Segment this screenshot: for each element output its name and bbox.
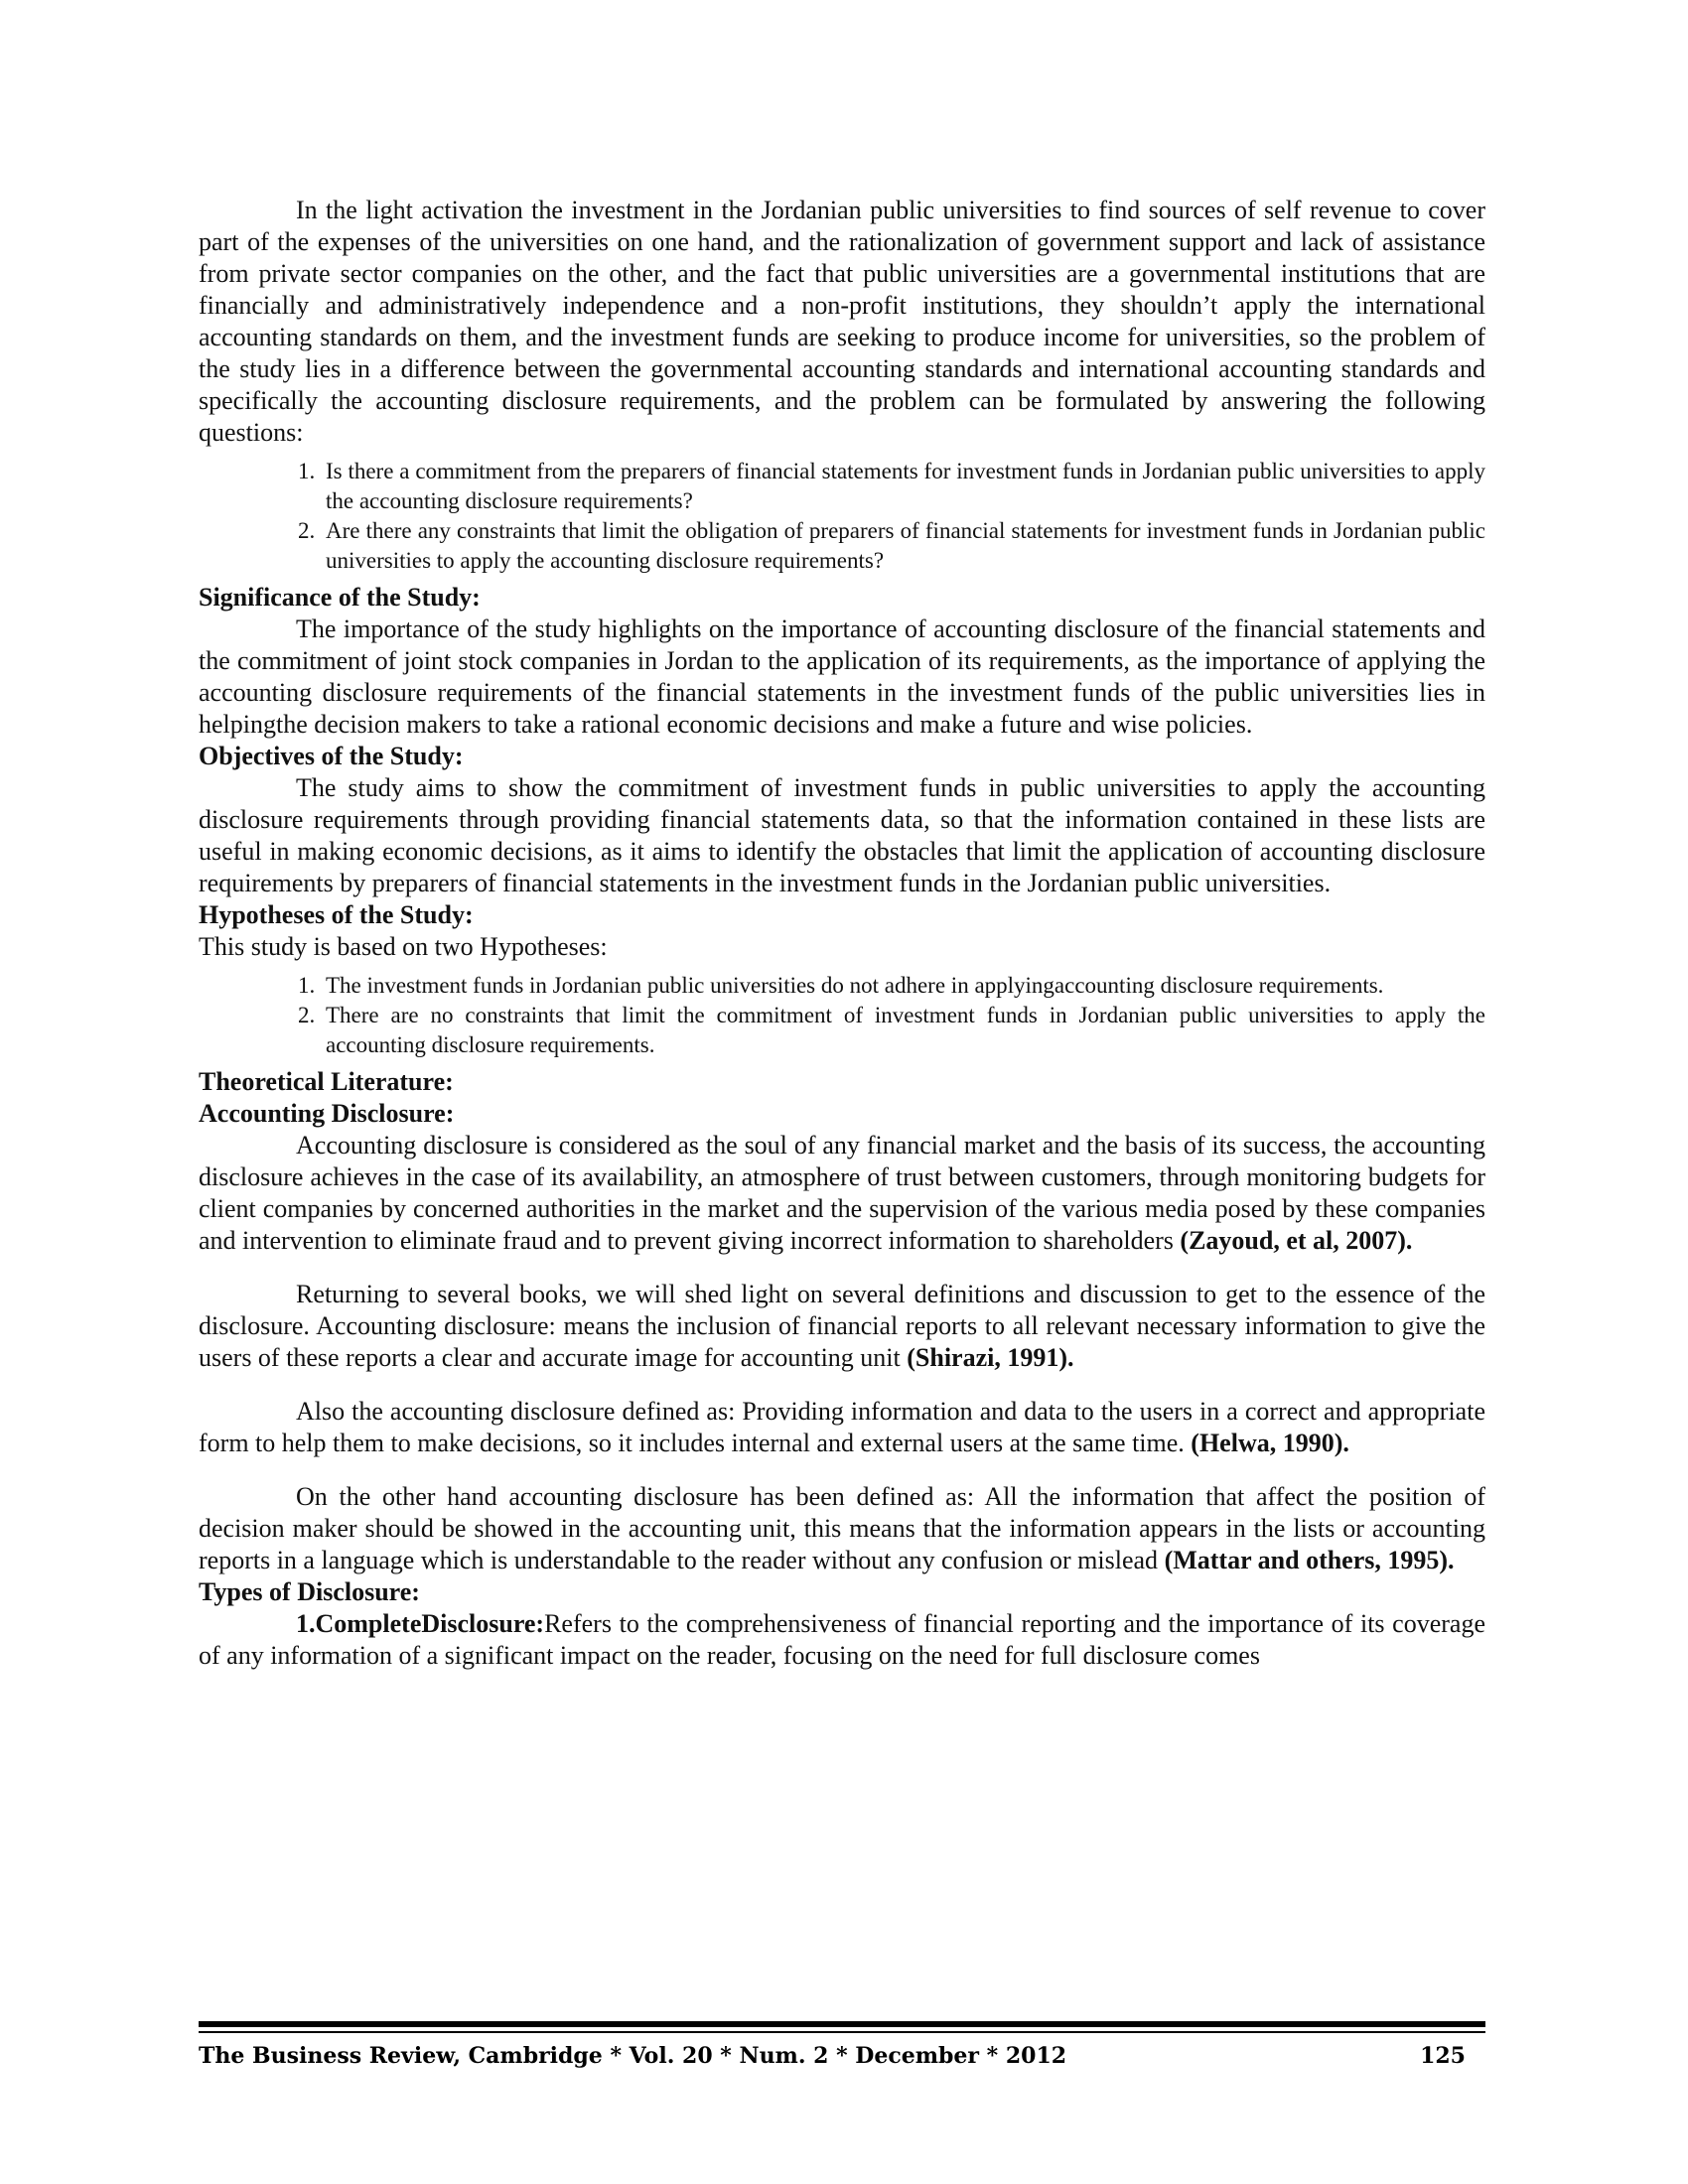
research-questions-list — [199, 457, 1485, 576]
list-item — [298, 457, 1485, 516]
citation: (Shirazi, 1991). — [907, 1343, 1074, 1372]
theoretical-heading: Theoretical Literature: — [199, 1067, 454, 1096]
list-text: There are no constraints that limit the commitment of investment funds in Jordanian public universities to apply the accounting disclosure requirements. — [326, 1003, 1485, 1057]
types-paragraph — [199, 1608, 1485, 1672]
hypotheses-intro: This study is based on two Hypotheses: — [199, 932, 608, 961]
list-number: 2. — [298, 518, 316, 543]
list-item — [298, 971, 1485, 1001]
list-text: Is there a commitment from the preparers of financial statements for investment funds in Jordanian public universities to apply the accounting disclosure requirements? — [326, 459, 1485, 513]
accounting-disclosure-heading: Accounting Disclosure: — [199, 1099, 455, 1128]
citation: (Helwa, 1990). — [1191, 1429, 1349, 1457]
disclosure-paragraph-2 — [199, 1279, 1485, 1374]
list-text: Are there any constraints that limit the obligation of preparers of financial statements for investment funds in Jordanian public universities to apply the accounting disclosure requirements? — [326, 518, 1485, 573]
objectives-paragraph: The study aims to show the commitment of investment funds in public universities to apply the accounting disclosure requirements through providing financial statements data, so that the information contained in these lists are useful in making economic decisions, as it aims to identify the obstacles that limit the application of accounting disclosure requirements by preparers of financial statements in the investment funds in the Jordanian public universities. — [199, 773, 1485, 897]
footer-rule-thin — [199, 2031, 1485, 2033]
disclosure-paragraph-3 — [199, 1396, 1485, 1459]
paragraph-text: On the other hand accounting disclosure has been defined as: All the information that affect the position of decision maker should be showed in the accounting unit, this means that the information appears in the lists or accounting reports in a language which is understandable to the reader without any confusion or mislead — [199, 1482, 1485, 1574]
disclosure-paragraph-4 — [199, 1481, 1485, 1576]
page-number: 125 — [1420, 2043, 1466, 2069]
list-number: 2. — [298, 1003, 316, 1027]
list-number: 1. — [298, 973, 316, 998]
journal-citation: The Business Review, Cambridge * Vol. 20 * Num. 2 * December * 2012 — [199, 2043, 1067, 2069]
significance-paragraph: The importance of the study highlights on the importance of accounting disclosure of the financial statements and the commitment of joint stock companies in Jordan to the application of its requirements, as the importance of applying the accounting disclosure requirements of the financial statements in the investment funds of the public universities lies in helpingthe decision makers to take a rational economic decisions and make a future and wise policies. — [199, 614, 1485, 739]
paragraph-text: Also the accounting disclosure defined as: Providing information and data to the users in a correct and appropriate form to help them to make decisions, so it includes internal and external users at the same time. — [199, 1397, 1485, 1457]
significance-heading: Significance of the Study: — [199, 583, 481, 612]
type-label: 1.CompleteDisclosure: — [296, 1609, 545, 1638]
citation: (Zayoud, et al, 2007). — [1180, 1226, 1413, 1255]
list-item — [298, 516, 1485, 576]
intro-paragraph: In the light activation the investment in the Jordanian public universities to find sources of self revenue to cover part of the expenses of the universities on one hand, and the rationalization of government support and lack of assistance from private sector companies on the other, and the fact that public universities are a governmental institutions that are financially and administratively independence and a non-profit institutions, they shouldn’t apply the international accounting standards on them, and the investment funds are seeking to produce income for universities, so the problem of the study lies in a difference between the governmental accounting standards and international accounting standards and specifically the accounting disclosure requirements, and the problem can be formulated by answering the following questions: — [199, 196, 1485, 447]
hypotheses-heading: Hypotheses of the Study: — [199, 900, 474, 929]
article-body — [199, 195, 1485, 1672]
citation: (Mattar and others, 1995). — [1164, 1546, 1455, 1574]
paragraph-text: Returning to several books, we will shed light on several definitions and discussion to get to the essence of the disclosure. Accounting disclosure: means the inclusion of financial reports to all relevant necessary information to give the users of these reports a clear and accurate image for accounting unit — [199, 1280, 1485, 1372]
list-text: The investment funds in Jordanian public universities do not adhere in applyingaccounting disclosure requirements. — [326, 973, 1384, 998]
paragraph-text: Refers to the comprehensiveness of financial reporting and the importance of its coverage of any information of a significant impact on the reader, focusing on the need for full disclosure comes — [199, 1609, 1485, 1670]
types-heading: Types of Disclosure: — [199, 1577, 420, 1606]
disclosure-paragraph-1 — [199, 1130, 1485, 1257]
list-item — [298, 1001, 1485, 1060]
hypotheses-list — [199, 971, 1485, 1060]
list-number: 1. — [298, 459, 316, 483]
footer-rule-thick — [199, 2021, 1485, 2027]
page-footer — [199, 2043, 1485, 2069]
objectives-heading: Objectives of the Study: — [199, 742, 464, 770]
paragraph-text: Accounting disclosure is considered as the soul of any financial market and the basis of its success, the accounting disclosure achieves in the case of its availability, an atmosphere of trust between customers, through monitoring budgets for client companies by concerned authorities in the market and the supervision of the various media posed by these companies and intervention to eliminate fraud and to prevent giving incorrect information to shareholders — [199, 1131, 1485, 1255]
